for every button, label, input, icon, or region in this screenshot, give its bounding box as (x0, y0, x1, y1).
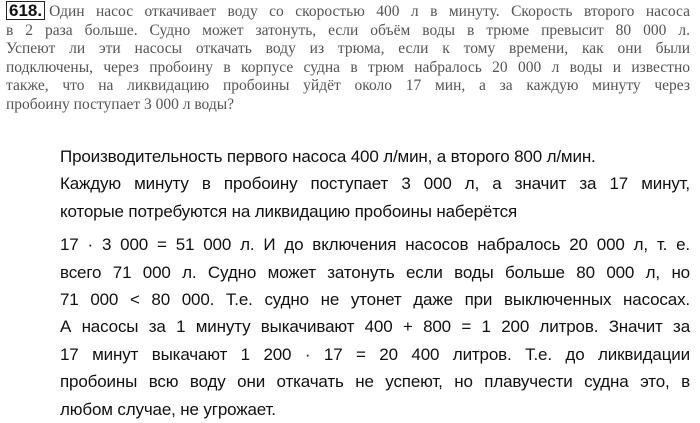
solution-line: 17 · 3 000 = 51 000 л. И до включения насосов набралось 20 000 л, т. е. (60, 235, 690, 255)
solution-line: Производительность первого насоса 400 л/мин, а второго 800 л/мин. (60, 147, 596, 166)
problem-line: 618. Один насос откачивает воду со скоростью 400 л в минуту. Скорость второго насоса (6, 1, 690, 22)
solution-line: которые потребуются на ликвидацию пробоины наберётся (60, 201, 518, 221)
problem-text (6, 1, 690, 115)
solution-line: Каждую минуту в пробоину поступает 3 000 л, а значит за 17 минут, (60, 174, 690, 194)
solution-line: пробоины всю воду они откачать не успеют, но плавучести судна это, в (60, 372, 690, 392)
solution-line: любом случае, не угрожает. (60, 399, 276, 419)
solution-text (60, 143, 690, 423)
solution-line: всего 71 000 л. Судно может затонуть если воды больше 80 000 л, но (60, 262, 690, 282)
solution-line: 71 000 < 80 000. Т.е. судно не утонет даже при выключенных насосах. (60, 290, 690, 310)
problem-line: пробоину поступает 3 000 л воды? (6, 95, 235, 113)
problem-line: подключены, через пробоину в корпусе судна в трюм набралось 20 000 л воды и известно (6, 58, 690, 76)
solution-line: 17 минут выкачают 1 200 · 17 = 20 400 литров. Т.е. до ликвидации (60, 344, 690, 364)
problem-number: 618. (6, 1, 45, 20)
problem-line: Успеют ли эти насосы откачать воду из трюма, если к тому времени, как они были (6, 40, 690, 58)
problem-line: также, что на ликвидацию пробоины уйдёт около 17 мин, а за каждую минуту через (6, 77, 690, 95)
solution-line: А насосы за 1 минуту выкачивают 400 + 800 = 1 200 литров. Значит за (60, 317, 690, 337)
problem-line: в 2 раза больше. Судно может затонуть, если объём воды в трюме превысит 80 000 л. (6, 21, 690, 39)
